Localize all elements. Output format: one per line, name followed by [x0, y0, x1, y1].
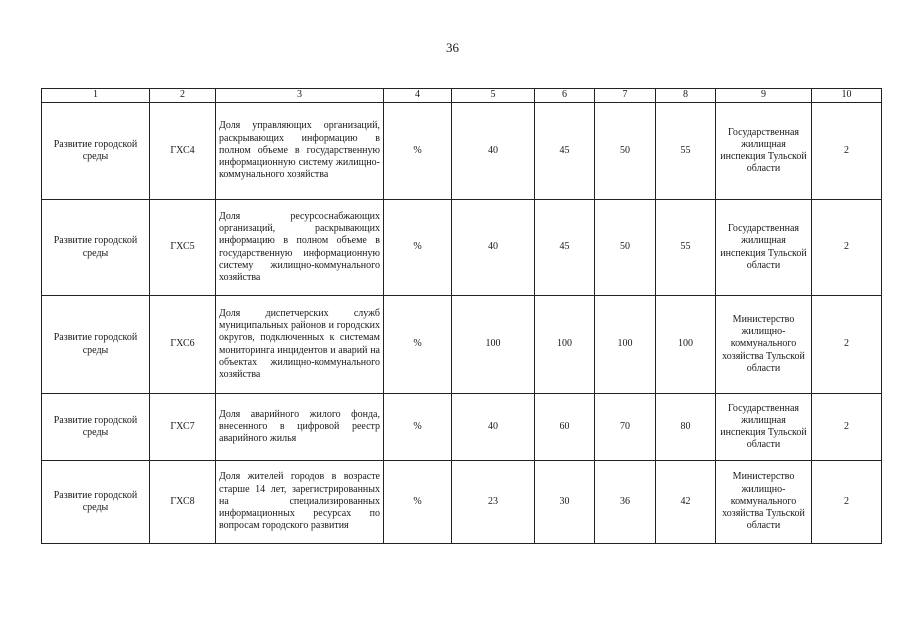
table-row	[42, 296, 882, 394]
value-cell: 45	[535, 103, 595, 200]
description-cell: Доля аварийного жилого фонда, внесенного в цифровой реестр аварийного жилья	[216, 394, 384, 461]
value-cell: 42	[656, 461, 716, 544]
value-cell: 2	[812, 461, 882, 544]
value-cell: 100	[656, 296, 716, 394]
code-cell: ГХС4	[150, 103, 216, 200]
code-cell: ГХС5	[150, 200, 216, 296]
table-row	[42, 394, 882, 461]
value-cell: 2	[812, 394, 882, 461]
unit-cell: %	[384, 200, 452, 296]
value-cell: 50	[595, 103, 656, 200]
responsible-cell: Государственная жилищная инспекция Тульской области	[716, 103, 812, 200]
value-cell: 45	[535, 200, 595, 296]
value-cell: 30	[535, 461, 595, 544]
value-cell: 36	[595, 461, 656, 544]
column-header: 5	[452, 89, 535, 103]
responsible-cell: Министерство жилищно-коммунального хозяйства Тульской области	[716, 296, 812, 394]
direction-cell: Развитие городской среды	[42, 461, 150, 544]
unit-cell: %	[384, 296, 452, 394]
table-row	[42, 200, 882, 296]
responsible-cell: Министерство жилищно-коммунального хозяйства Тульской области	[716, 461, 812, 544]
responsible-cell: Государственная жилищная инспекция Тульской области	[716, 200, 812, 296]
table-row	[42, 461, 882, 544]
description-cell: Доля жителей городов в возрасте старше 14 лет, зарегистрированных на специализированных информационных ресурсах по вопросам городского развития	[216, 461, 384, 544]
column-header: 3	[216, 89, 384, 103]
value-cell: 40	[452, 200, 535, 296]
column-header: 2	[150, 89, 216, 103]
value-cell: 100	[452, 296, 535, 394]
table-row	[42, 103, 882, 200]
value-cell: 80	[656, 394, 716, 461]
direction-cell: Развитие городской среды	[42, 200, 150, 296]
unit-cell: %	[384, 461, 452, 544]
description-cell: Доля ресурсоснабжающих организаций, раскрывающих информацию в полном объеме в государственную информационную систему жилищно-коммунального хозяйства	[216, 200, 384, 296]
direction-cell: Развитие городской среды	[42, 103, 150, 200]
code-cell: ГХС6	[150, 296, 216, 394]
description-cell: Доля диспетчерских служб муниципальных районов и городских округов, подключенных к системам мониторинга инцидентов и аварий на объектах жилищно-коммунального хозяйства	[216, 296, 384, 394]
page-number: 36	[446, 40, 459, 55]
column-header: 1	[42, 89, 150, 103]
header-row	[42, 89, 882, 103]
direction-cell: Развитие городской среды	[42, 394, 150, 461]
unit-cell: %	[384, 394, 452, 461]
column-header: 8	[656, 89, 716, 103]
value-cell: 55	[656, 103, 716, 200]
value-cell: 50	[595, 200, 656, 296]
column-header: 6	[535, 89, 595, 103]
value-cell: 2	[812, 296, 882, 394]
value-cell: 55	[656, 200, 716, 296]
value-cell: 2	[812, 103, 882, 200]
value-cell: 40	[452, 394, 535, 461]
responsible-cell: Государственная жилищная инспекция Тульской области	[716, 394, 812, 461]
column-header: 7	[595, 89, 656, 103]
code-cell: ГХС7	[150, 394, 216, 461]
column-header: 9	[716, 89, 812, 103]
value-cell: 23	[452, 461, 535, 544]
unit-cell: %	[384, 103, 452, 200]
direction-cell: Развитие городской среды	[42, 296, 150, 394]
indicators-table	[41, 88, 882, 544]
column-header: 4	[384, 89, 452, 103]
value-cell: 70	[595, 394, 656, 461]
value-cell: 2	[812, 200, 882, 296]
column-header: 10	[812, 89, 882, 103]
value-cell: 100	[535, 296, 595, 394]
value-cell: 40	[452, 103, 535, 200]
value-cell: 60	[535, 394, 595, 461]
description-cell: Доля управляющих организаций, раскрывающих информацию в полном объеме в государственную информационную систему жилищно-коммунального хозяйства	[216, 103, 384, 200]
value-cell: 100	[595, 296, 656, 394]
code-cell: ГХС8	[150, 461, 216, 544]
